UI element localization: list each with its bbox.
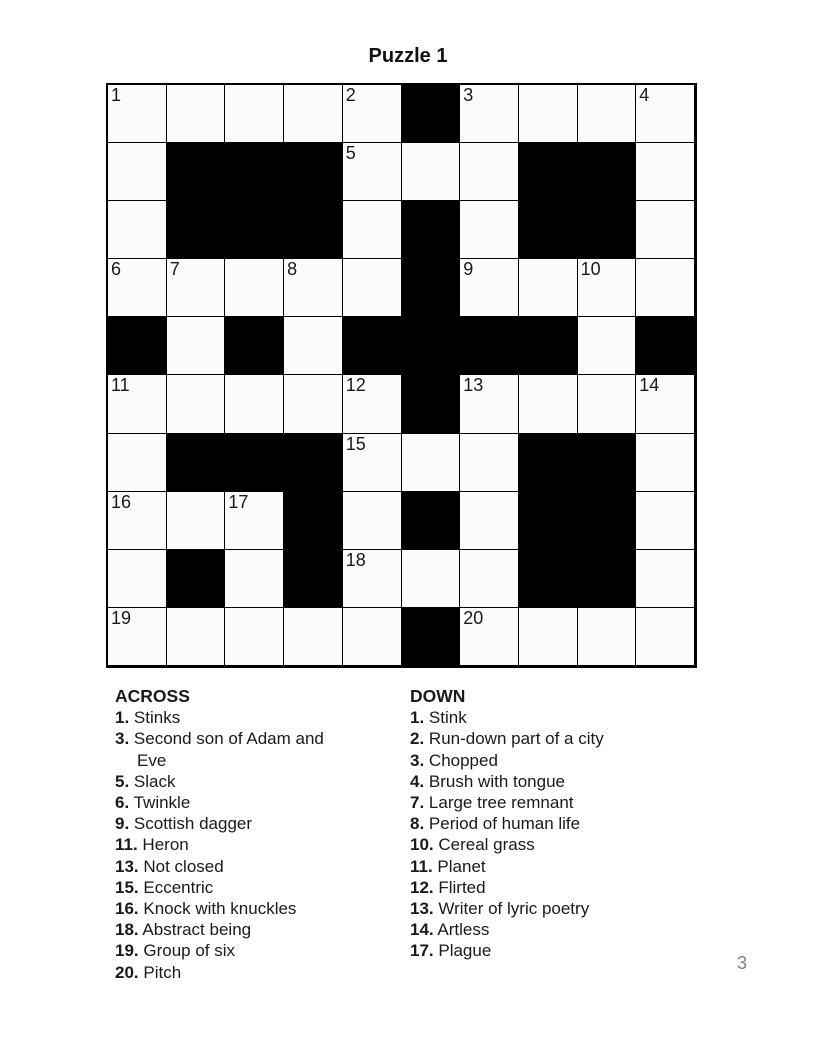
cell-number: 19 bbox=[111, 607, 132, 628]
black-cell bbox=[578, 550, 637, 608]
cell-number: 3 bbox=[463, 85, 474, 105]
cell-number: 18 bbox=[345, 549, 366, 570]
down-header: DOWN bbox=[410, 686, 466, 706]
grid-cell bbox=[225, 85, 284, 143]
grid-cell bbox=[167, 375, 226, 433]
cell-number: 7 bbox=[169, 259, 180, 280]
clue-item: 2. Run-down part of a city bbox=[410, 729, 604, 749]
grid-cell bbox=[225, 375, 284, 433]
grid-cell bbox=[167, 85, 226, 143]
grid-cell bbox=[284, 85, 343, 143]
cell-number: 8 bbox=[287, 259, 298, 280]
down-clues-section bbox=[410, 686, 710, 962]
grid-cell bbox=[460, 492, 519, 550]
black-cell bbox=[402, 375, 461, 433]
black-cell bbox=[519, 434, 578, 492]
black-cell bbox=[578, 492, 637, 550]
cell-number: 6 bbox=[111, 259, 122, 280]
crossword-grid bbox=[106, 83, 697, 668]
black-cell bbox=[167, 434, 226, 492]
clue-number: 6. bbox=[115, 793, 130, 813]
clue-number: 3. bbox=[115, 729, 130, 749]
black-cell bbox=[284, 550, 343, 608]
black-cell bbox=[284, 201, 343, 259]
grid-cell bbox=[108, 375, 167, 433]
clue-item: 18. Abstract being bbox=[115, 920, 252, 940]
grid-cell bbox=[578, 317, 637, 375]
grid-cell bbox=[284, 259, 343, 317]
clue-item: 12. Flirted bbox=[410, 877, 486, 897]
grid-cell bbox=[636, 201, 695, 259]
clue-number: 11. bbox=[115, 835, 138, 855]
grid-cell bbox=[636, 550, 695, 608]
clue-number: 20. bbox=[115, 962, 139, 982]
clue-item: 5. Slack bbox=[115, 771, 176, 791]
grid-cell bbox=[343, 434, 402, 492]
grid-cell bbox=[108, 550, 167, 608]
grid-cell bbox=[167, 259, 226, 317]
cell-number: 17 bbox=[228, 491, 249, 512]
clue-number: 18. bbox=[115, 920, 139, 940]
grid-cell bbox=[636, 85, 695, 143]
grid-cell bbox=[167, 317, 226, 375]
cell-number: 5 bbox=[345, 143, 356, 164]
clue-item: 11. Heron bbox=[115, 835, 189, 855]
clue-number: 7. bbox=[410, 793, 425, 813]
page-number: 3 bbox=[736, 953, 747, 973]
grid-cell bbox=[519, 259, 578, 317]
across-clue-list bbox=[115, 707, 343, 983]
clue-number: 10. bbox=[410, 835, 434, 855]
clue-number: 13. bbox=[410, 899, 434, 919]
grid-cell bbox=[402, 550, 461, 608]
grid-cell bbox=[578, 608, 637, 666]
black-cell bbox=[402, 259, 461, 317]
clue-item: 7. Large tree remnant bbox=[410, 793, 574, 813]
clue-item: 1. Stinks bbox=[115, 708, 181, 728]
clue-item: 3. Second son of Adam and Eve bbox=[115, 729, 324, 770]
cell-number: 14 bbox=[639, 375, 660, 396]
grid-cell bbox=[167, 492, 226, 550]
black-cell bbox=[578, 201, 637, 259]
grid-cell bbox=[108, 85, 167, 143]
grid-cell bbox=[460, 550, 519, 608]
grid-cell bbox=[284, 375, 343, 433]
grid-cell bbox=[108, 143, 167, 201]
across-clues-section bbox=[115, 686, 343, 983]
black-cell bbox=[578, 143, 637, 201]
clue-item: 13. Not closed bbox=[115, 856, 224, 876]
grid-cell bbox=[636, 143, 695, 201]
grid-cell bbox=[460, 259, 519, 317]
black-cell bbox=[519, 201, 578, 259]
clue-item: 16. Knock with knuckles bbox=[115, 899, 297, 919]
grid-cell bbox=[636, 259, 695, 317]
clue-number: 3. bbox=[410, 750, 425, 770]
clue-item: 10. Cereal grass bbox=[410, 835, 535, 855]
grid-cell bbox=[460, 201, 519, 259]
clue-item: 19. Group of six bbox=[115, 941, 236, 961]
grid-cell bbox=[636, 375, 695, 433]
down-clue-list bbox=[410, 707, 710, 961]
grid-cell bbox=[460, 608, 519, 666]
black-cell bbox=[578, 434, 637, 492]
black-cell bbox=[167, 201, 226, 259]
grid-cell bbox=[343, 85, 402, 143]
grid-cell bbox=[636, 434, 695, 492]
clue-number: 5. bbox=[115, 771, 130, 791]
grid-cell bbox=[108, 608, 167, 666]
grid-cell bbox=[402, 434, 461, 492]
grid-cell bbox=[460, 85, 519, 143]
grid-cell bbox=[636, 608, 695, 666]
black-cell bbox=[402, 85, 461, 143]
grid-cell bbox=[225, 492, 284, 550]
clue-item: 3. Chopped bbox=[410, 750, 498, 770]
grid-cell bbox=[225, 550, 284, 608]
grid-cell bbox=[343, 492, 402, 550]
grid-cell bbox=[343, 608, 402, 666]
black-cell bbox=[460, 317, 519, 375]
cell-number: 4 bbox=[639, 85, 650, 105]
grid-cell bbox=[343, 143, 402, 201]
grid-cell bbox=[578, 375, 637, 433]
black-cell bbox=[402, 492, 461, 550]
black-cell bbox=[402, 608, 461, 666]
grid-cell bbox=[460, 434, 519, 492]
black-cell bbox=[519, 143, 578, 201]
clue-number: 17. bbox=[410, 941, 434, 961]
black-cell bbox=[225, 201, 284, 259]
clue-item: 17. Plague bbox=[410, 941, 492, 961]
black-cell bbox=[519, 550, 578, 608]
grid-cell bbox=[167, 608, 226, 666]
cell-number: 16 bbox=[111, 491, 132, 512]
clue-number: 9. bbox=[115, 814, 130, 834]
black-cell bbox=[167, 550, 226, 608]
black-cell bbox=[108, 317, 167, 375]
cell-number: 1 bbox=[111, 85, 122, 105]
grid-cell bbox=[578, 259, 637, 317]
clue-number: 13. bbox=[115, 856, 139, 876]
clue-item: 1. Stink bbox=[410, 708, 467, 728]
black-cell bbox=[284, 492, 343, 550]
black-cell bbox=[167, 143, 226, 201]
clue-number: 2. bbox=[410, 729, 425, 749]
grid-cell bbox=[343, 550, 402, 608]
grid-cell bbox=[343, 201, 402, 259]
cell-number: 15 bbox=[345, 433, 366, 454]
grid-cell bbox=[402, 143, 461, 201]
clue-number: 14. bbox=[410, 920, 434, 940]
grid-cell bbox=[519, 608, 578, 666]
grid-cell bbox=[519, 85, 578, 143]
grid-cell bbox=[108, 201, 167, 259]
grid-cell bbox=[225, 608, 284, 666]
grid-cell bbox=[519, 375, 578, 433]
cell-number: 13 bbox=[463, 375, 484, 396]
grid-cell bbox=[284, 317, 343, 375]
clue-item: 13. Writer of lyric poetry bbox=[410, 899, 590, 919]
across-header: ACROSS bbox=[115, 686, 190, 706]
clue-number: 15. bbox=[115, 877, 139, 897]
clue-item: 8. Period of human life bbox=[410, 814, 581, 834]
grid-cell bbox=[343, 375, 402, 433]
black-cell bbox=[284, 143, 343, 201]
cell-number: 12 bbox=[345, 375, 366, 396]
clue-item: 4. Brush with tongue bbox=[410, 771, 565, 791]
cell-number: 20 bbox=[463, 607, 484, 628]
cell-number: 11 bbox=[111, 375, 130, 396]
clue-item: 15. Eccentric bbox=[115, 877, 214, 897]
grid-cell bbox=[225, 259, 284, 317]
clue-number: 8. bbox=[410, 814, 425, 834]
clue-item: 6. Twinkle bbox=[115, 793, 191, 813]
clue-number: 1. bbox=[410, 708, 425, 728]
clue-number: 1. bbox=[115, 708, 130, 728]
cell-number: 2 bbox=[345, 85, 356, 105]
clue-item: 14. Artless bbox=[410, 920, 490, 940]
clue-number: 11. bbox=[410, 856, 433, 876]
grid-cell bbox=[578, 85, 637, 143]
page-title: Puzzle 1 bbox=[368, 45, 448, 67]
clue-item: 11. Planet bbox=[410, 856, 486, 876]
clue-item: 20. Pitch bbox=[115, 962, 182, 982]
black-cell bbox=[402, 201, 461, 259]
black-cell bbox=[225, 434, 284, 492]
grid-cell bbox=[460, 143, 519, 201]
cell-number: 10 bbox=[580, 259, 601, 280]
black-cell bbox=[519, 317, 578, 375]
clue-number: 4. bbox=[410, 771, 425, 791]
black-cell bbox=[343, 317, 402, 375]
black-cell bbox=[402, 317, 461, 375]
grid-cell bbox=[108, 492, 167, 550]
black-cell bbox=[519, 492, 578, 550]
clue-number: 12. bbox=[410, 877, 434, 897]
black-cell bbox=[284, 434, 343, 492]
black-cell bbox=[225, 317, 284, 375]
clue-item: 9. Scottish dagger bbox=[115, 814, 253, 834]
black-cell bbox=[225, 143, 284, 201]
grid-cell bbox=[108, 259, 167, 317]
clue-number: 16. bbox=[115, 899, 139, 919]
black-cell bbox=[636, 317, 695, 375]
cell-number: 9 bbox=[463, 259, 474, 280]
grid-cell bbox=[460, 375, 519, 433]
grid-cell bbox=[343, 259, 402, 317]
grid-cell bbox=[636, 492, 695, 550]
grid-cell bbox=[108, 434, 167, 492]
clue-number: 19. bbox=[115, 941, 139, 961]
grid-cell bbox=[284, 608, 343, 666]
